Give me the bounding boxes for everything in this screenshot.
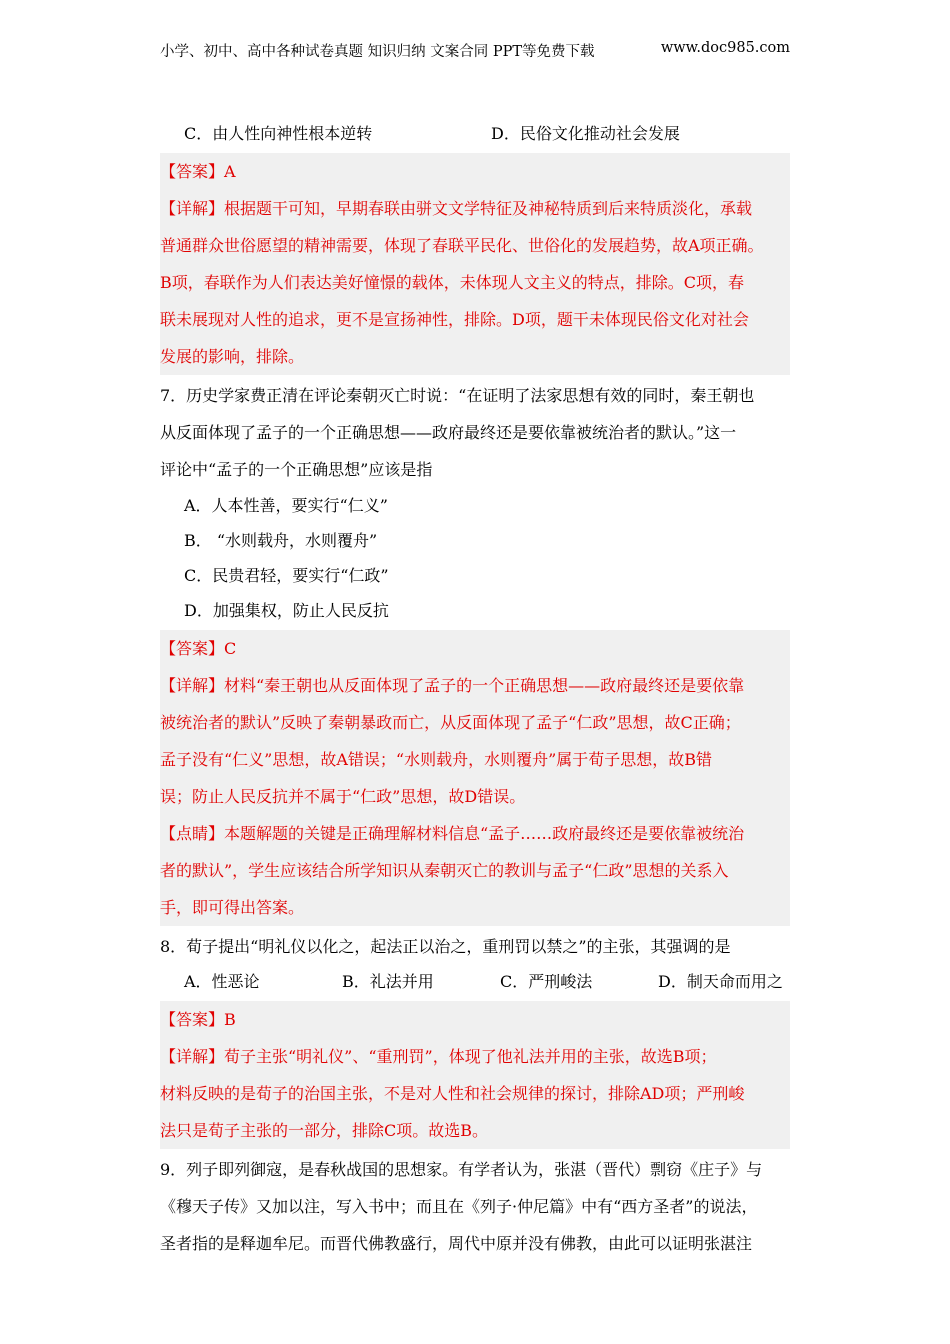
q8-options bbox=[160, 965, 790, 999]
q6-option-d: D．民俗文化推动社会发展 bbox=[491, 124, 680, 143]
q9-stem-line: 圣者指的是释迦牟尼。而晋代佛教盛行，周代中原并没有佛教，由此可以证明张湛注 bbox=[160, 1234, 753, 1253]
q7-detail-line: 被统治者的默认”反映了秦朝暴政而亡，从反面体现了孟子“仁政”思想，故C正确； bbox=[160, 713, 741, 732]
q6-detail-line: B项，春联作为人们表达美好憧憬的载体，未体现人文主义的特点，排除。C项，春 bbox=[160, 273, 745, 292]
q7-stem-line: 评论中“孟子的一个正确思想”应该是指 bbox=[160, 460, 433, 479]
q7-option-b: B． “水则载舟，水则覆舟” bbox=[184, 531, 378, 550]
q8-option-d: D．制天命而用之 bbox=[658, 972, 783, 991]
q7-note-line: 者的默认”，学生应该结合所学知识从秦朝灭亡的教训与孟子“仁政”思想的关系入 bbox=[160, 861, 729, 880]
q8-detail-line: 法只是荀子主张的一部分，排除C项。故选B。 bbox=[160, 1121, 489, 1140]
q7-detail-line: 孟子没有“仁义”思想，故A错误；“水则载舟，水则覆舟”属于荀子思想，故B错 bbox=[160, 750, 713, 769]
q8-option-c: C．严刑峻法 bbox=[500, 972, 593, 991]
q7-option-c: C．民贵君轻，要实行“仁政” bbox=[184, 566, 389, 585]
q6-answer: 【答案】A bbox=[160, 162, 236, 181]
q8-detail-line: 材料反映的是荀子的治国主张，不是对人性和社会规律的探讨，排除AD项；严刑峻 bbox=[160, 1084, 745, 1103]
page-header bbox=[160, 40, 790, 61]
header-site-url[interactable]: www.doc985.com bbox=[660, 40, 790, 56]
q8-stem: 8．荀子提出“明礼仪以化之，起法正以治之，重刑罚以禁之”的主张，其强调的是 bbox=[160, 937, 731, 956]
q7-stem-line: 7．历史学家费正清在评论秦朝灭亡时说：“在证明了法家思想有效的同时，秦王朝也 bbox=[160, 386, 755, 405]
q7-option-a: A．人本性善，要实行“仁义” bbox=[184, 496, 388, 515]
q7-option-d: D．加强集权，防止人民反抗 bbox=[184, 601, 389, 620]
q6-detail-line: 发展的影响，排除。 bbox=[160, 347, 305, 366]
q9-stem-line: 《穆天子传》又加以注，写入书中；而且在《列子·仲尼篇》中有“西方圣者”的说法， bbox=[160, 1197, 758, 1216]
q8-option-b: B．礼法并用 bbox=[342, 972, 434, 991]
question-7 bbox=[160, 377, 790, 628]
q6-detail-line: 普通群众世俗愿望的精神需要，体现了春联平民化、世俗化的发展趋势，故A项正确。 bbox=[160, 236, 764, 255]
q6-answer-block bbox=[160, 153, 790, 375]
q7-answer: 【答案】C bbox=[160, 639, 237, 658]
q7-detail-line: 误；防止人民反抗并不属于“仁政”思想，故D错误。 bbox=[160, 787, 526, 806]
question-8 bbox=[160, 928, 790, 999]
q9-stem-line: 9．列子即列御寇，是春秋战国的思想家。有学者认为，张湛（晋代）剽窃《庄子》与 bbox=[160, 1160, 763, 1179]
q7-note-line: 手，即可得出答案。 bbox=[160, 898, 305, 917]
q6-detail-line: 【详解】根据题干可知，早期春联由骈文文学特征及神秘特质到后来特质淡化，承载 bbox=[160, 199, 753, 218]
q7-detail-line: 【详解】材料“秦王朝也从反面体现了孟子的一个正确思想——政府最终还是要依靠 bbox=[160, 676, 745, 695]
q6-detail-line: 联未展现对人性的追求，更不是宣扬神性，排除。D项，题干未体现民俗文化对社会 bbox=[160, 310, 749, 329]
q8-answer-block bbox=[160, 1001, 790, 1149]
q8-option-a: A．性恶论 bbox=[184, 972, 260, 991]
q8-answer: 【答案】B bbox=[160, 1010, 236, 1029]
header-text: 小学、初中、高中各种试卷真题 知识归纳 文案合同 PPT等免费下载 bbox=[160, 44, 595, 60]
q6-option-c: C．由人性向神性根本逆转 bbox=[184, 124, 373, 143]
q7-stem-line: 从反面体现了孟子的一个正确思想——政府最终还是要依靠被统治者的默认。”这一 bbox=[160, 423, 737, 442]
q6-options bbox=[160, 117, 790, 151]
question-9 bbox=[160, 1151, 790, 1262]
q7-answer-block bbox=[160, 630, 790, 926]
q7-note-line: 【点睛】本题解题的关键是正确理解材料信息“孟子……政府最终还是要依靠被统治 bbox=[160, 824, 745, 843]
q8-detail-line: 【详解】荀子主张“明礼仪”、“重刑罚”，体现了他礼法并用的主张，故选B项； bbox=[160, 1047, 717, 1066]
document-body bbox=[160, 117, 790, 1262]
